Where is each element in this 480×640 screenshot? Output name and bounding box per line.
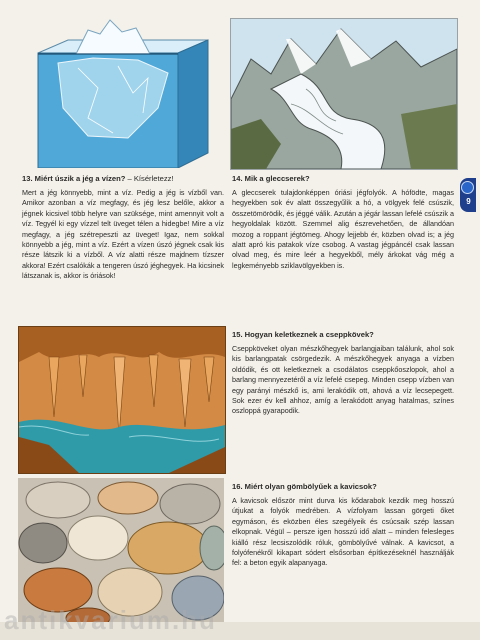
q15-title: 15. Hogyan keletkeznek a cseppkövek? [232, 330, 374, 339]
q14-body: A gleccserek tulajdonképpen óriási jégfolyók. A hófödte, magas hegyekben sok év alatt összegyűlik a hó, a völgyek felé csúszik, összetömörödik, és jéggé válik. Azután a jégár lassan lefelé csúszik a hegyoldalak között. Szemmel alig észrevehetően, de állandóan mozog a roppant jégtömeg. Ahogy lejjebb ér, közben olvad is; a jég alatt apró kis patakok víze csobog. A vastag jégpáncél csak lassan olvad meg, és mire leér a hegyekből, mély árkokat vág még a legkeményebb sziklavölgyekben is. [232, 188, 454, 270]
q13-body: Mert a jég könnyebb, mint a víz. Pedig a jég is vízből van. Amikor azonban a víz megfagy, és jég lesz belőle, akkor a jégnek kicsivel több helyre van szüksége, mint amennyit volt a víz. Tegyél ki egy vízzel telt üveget télen a hidegbe! Mire a víz megfagy, a jég szétrepeszti az üveget! Igaz, nem sokkal könnyebb a jég, mint a víz. Ezért a vízen úszó jégnek csak kis része látszik ki a vízből. A víz alatti része majdnem tízszer akkora! Ezért csalókák a tengeren úszó jéghegyek. Ha kicsinek látszanak is, akkor is óriások! [22, 188, 224, 281]
iceberg-illustration [18, 18, 226, 168]
q16-title: 16. Miért olyan gömbölyűek a kavicsok? [232, 482, 377, 491]
pebbles-illustration [18, 478, 224, 624]
globe-icon [461, 181, 474, 194]
page-number: 9 [466, 197, 471, 206]
q13-title: 13. Miért úszik a jég a vízen? – Kísérletezz! [22, 174, 174, 183]
q14-title: 14. Mik a gleccserek? [232, 174, 310, 183]
cave-illustration [18, 326, 226, 474]
glacier-illustration [230, 18, 458, 170]
q13-title-extra: – Kísérletezz! [127, 174, 174, 183]
q16-body: A kavicsok először mint durva kis kődarabok kezdik meg hosszú útjukat a folyók medrében. A vízfolyam lassan görgeti őket egymáson, és eközben éles szegélyeik és csúcsaik szép lassan elkopnak. Végül – persze igen hosszú idő alatt – minden felesleges kiálló rész lecsiszolódik róluk, gömbölyűvé válnak. A kavicsot, a folyófenékről kikapart sódert elsősorban építkezéseknél használják fel: a beton egyik alapanyaga. [232, 496, 454, 568]
watermark: antikvarium.hu [4, 605, 217, 635]
q15-body: Cseppköveket olyan mészkőhegyek barlangjaiban találunk, ahol sok kis barlangpatak csörgedezik. A mészkőhegyek anyaga a vízben oldódik, és ott keletkeznek a csodálatos cseppkőoszlopok, ahol a barlang mennyezetéről a víz lefelé csepeg. Minden csepp vízben van egy parányi mészkő is, ami lerakódik ott, ahová a víz lecsepegett. Sok ezer év kell ahhoz, amíg a lerakódott anyag hatalmas, színes oszloppá gyarapodik. [232, 344, 454, 416]
